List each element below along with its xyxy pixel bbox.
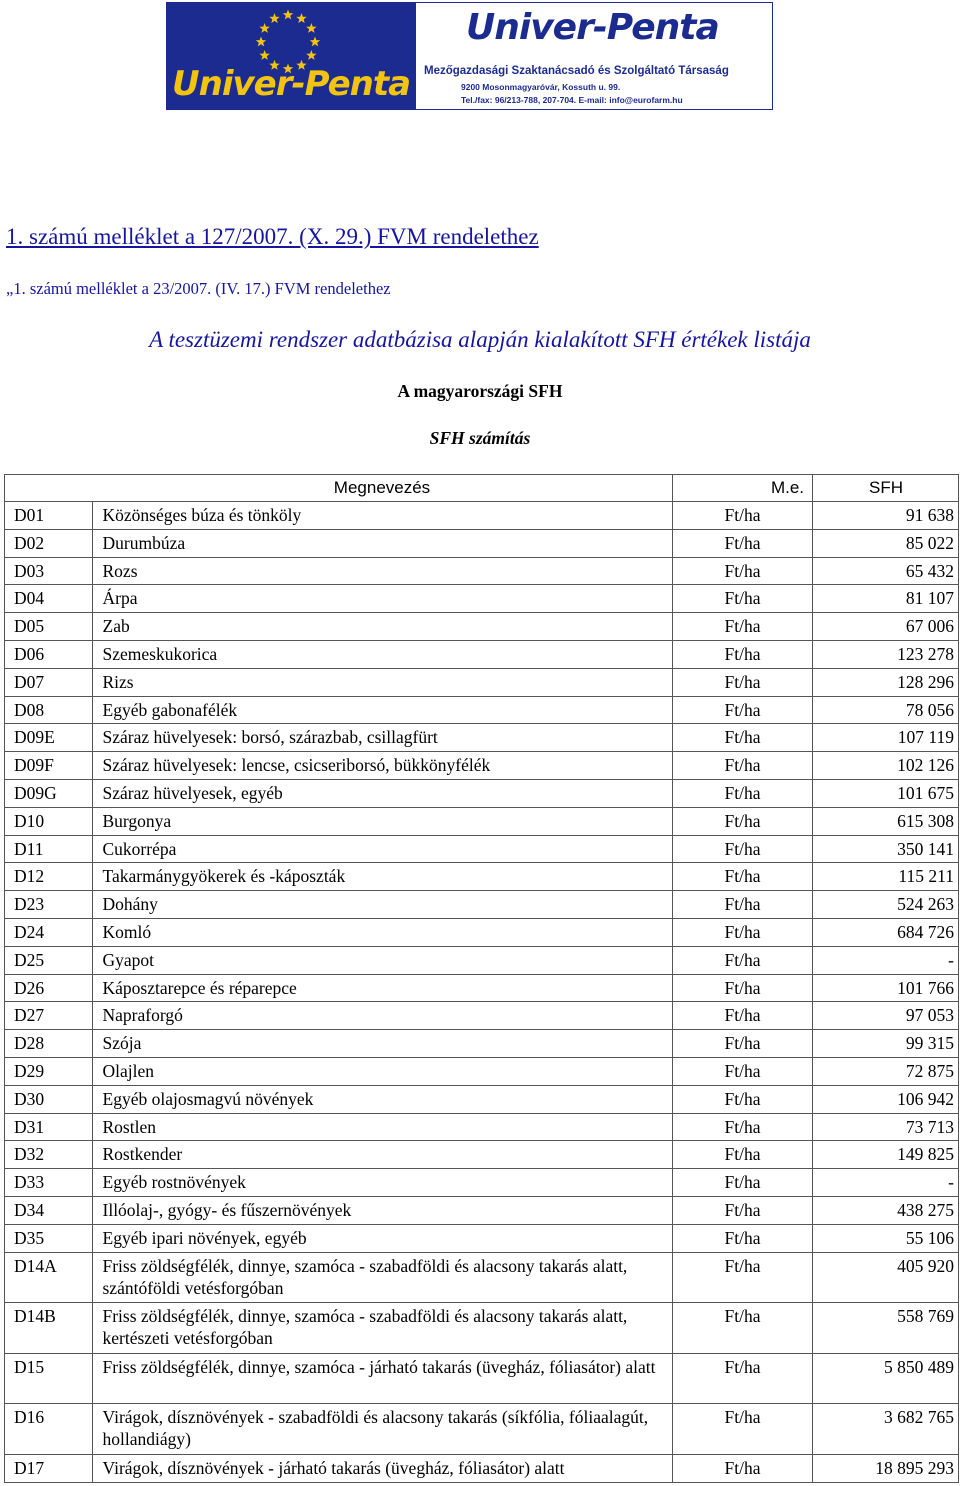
row-name: Friss zöldségfélék, dinnye, szamóca - szabadföldi és alacsony takarás alatt, kertészeti vetésforgóban	[92, 1303, 673, 1354]
row-sfh: 85 022	[813, 529, 959, 557]
row-code: D12	[5, 863, 93, 891]
row-code: D17	[5, 1454, 93, 1482]
table-row	[5, 668, 959, 696]
row-sfh: 55 106	[813, 1224, 959, 1252]
star-icon	[269, 13, 279, 23]
row-unit: Ft/ha	[673, 668, 813, 696]
row-unit: Ft/ha	[673, 1141, 813, 1169]
row-unit: Ft/ha	[673, 752, 813, 780]
row-name: Komló	[92, 918, 673, 946]
company-logo	[166, 2, 773, 110]
row-name: Szemeskukorica	[92, 640, 673, 668]
header-name: Megnevezés	[92, 475, 673, 502]
row-code: D26	[5, 974, 93, 1002]
row-unit: Ft/ha	[673, 974, 813, 1002]
row-code: D14B	[5, 1303, 93, 1354]
row-name: Zab	[92, 613, 673, 641]
row-code: D16	[5, 1404, 93, 1455]
row-unit: Ft/ha	[673, 1252, 813, 1303]
row-code: D32	[5, 1141, 93, 1169]
row-code: D31	[5, 1113, 93, 1141]
row-name: Cukorrépa	[92, 835, 673, 863]
row-name: Friss zöldségfélék, dinnye, szamóca - járható takarás (üvegház, fóliasátor) alatt	[92, 1353, 673, 1404]
logo-right-panel	[416, 2, 773, 110]
star-icon	[259, 23, 269, 33]
logo-left-panel	[166, 2, 416, 110]
row-name: Száraz hüvelyesek: borsó, szárazbab, csillagfürt	[92, 724, 673, 752]
header-sfh: SFH	[813, 475, 959, 502]
table-row	[5, 946, 959, 974]
section-title: A magyarországi SFH	[397, 381, 563, 401]
row-code: D07	[5, 668, 93, 696]
row-sfh: 405 920	[813, 1252, 959, 1303]
logo-left-text: Univer-Penta	[172, 64, 411, 104]
row-code: D25	[5, 946, 93, 974]
row-unit: Ft/ha	[673, 502, 813, 530]
table-row	[5, 891, 959, 919]
row-unit: Ft/ha	[673, 585, 813, 613]
row-sfh: 72 875	[813, 1057, 959, 1085]
table-row	[5, 557, 959, 585]
table-row	[5, 1196, 959, 1224]
row-code: D09E	[5, 724, 93, 752]
row-code: D03	[5, 557, 93, 585]
row-code: D04	[5, 585, 93, 613]
row-name: Friss zöldségfélék, dinnye, szamóca - szabadföldi és alacsony takarás alatt, szántóföldi vetésforgóban	[92, 1252, 673, 1303]
star-icon	[310, 37, 320, 47]
row-sfh: 128 296	[813, 668, 959, 696]
annex-subheading: „1. számú melléklet a 23/2007. (IV. 17.) FVM rendelethez	[6, 279, 391, 298]
row-unit: Ft/ha	[673, 529, 813, 557]
row-code: D06	[5, 640, 93, 668]
row-name: Virágok, dísznövények - szabadföldi és alacsony takarás (síkfólia, fóliaalagút, hollandiágy)	[92, 1404, 673, 1455]
row-code: D27	[5, 1002, 93, 1030]
row-code: D30	[5, 1085, 93, 1113]
row-name: Egyéb gabonafélék	[92, 696, 673, 724]
table-row	[5, 752, 959, 780]
table-row	[5, 974, 959, 1002]
row-unit: Ft/ha	[673, 1030, 813, 1058]
row-name: Egyéb ipari növények, egyéb	[92, 1224, 673, 1252]
table-row	[5, 640, 959, 668]
table-row	[5, 1085, 959, 1113]
row-sfh: 123 278	[813, 640, 959, 668]
table-row	[5, 1030, 959, 1058]
header-unit: M.e.	[673, 475, 813, 502]
row-unit: Ft/ha	[673, 835, 813, 863]
table-row	[5, 1224, 959, 1252]
row-sfh: 149 825	[813, 1141, 959, 1169]
row-unit: Ft/ha	[673, 1404, 813, 1455]
row-sfh: 78 056	[813, 696, 959, 724]
row-sfh: 101 766	[813, 974, 959, 1002]
table-row	[5, 1454, 959, 1482]
row-unit: Ft/ha	[673, 557, 813, 585]
table-row	[5, 779, 959, 807]
row-name: Virágok, dísznövények - járható takarás (üvegház, fóliasátor) alatt	[92, 1454, 673, 1482]
row-code: D29	[5, 1057, 93, 1085]
row-name: Szója	[92, 1030, 673, 1058]
row-name: Durumbúza	[92, 529, 673, 557]
row-unit: Ft/ha	[673, 696, 813, 724]
row-sfh: 438 275	[813, 1196, 959, 1224]
row-sfh: 101 675	[813, 779, 959, 807]
table-row	[5, 502, 959, 530]
row-code: D05	[5, 613, 93, 641]
logo-title: Univer-Penta	[466, 7, 719, 48]
row-code: D35	[5, 1224, 93, 1252]
row-sfh: 99 315	[813, 1030, 959, 1058]
row-unit: Ft/ha	[673, 724, 813, 752]
row-sfh: 73 713	[813, 1113, 959, 1141]
row-code: D33	[5, 1169, 93, 1197]
row-sfh: 65 432	[813, 557, 959, 585]
row-sfh: 684 726	[813, 918, 959, 946]
row-unit: Ft/ha	[673, 891, 813, 919]
row-name: Száraz hüvelyesek, egyéb	[92, 779, 673, 807]
row-sfh: 97 053	[813, 1002, 959, 1030]
table-row	[5, 696, 959, 724]
table-row	[5, 1252, 959, 1303]
row-unit: Ft/ha	[673, 613, 813, 641]
row-sfh: 350 141	[813, 835, 959, 863]
star-icon	[256, 37, 266, 47]
row-unit: Ft/ha	[673, 1224, 813, 1252]
row-name: Egyéb rostnövények	[92, 1169, 673, 1197]
star-icon	[296, 13, 306, 23]
table-row	[5, 529, 959, 557]
row-name: Rizs	[92, 668, 673, 696]
row-sfh: 5 850 489	[813, 1353, 959, 1404]
annex-heading: 1. számú melléklet a 127/2007. (X. 29.) FVM rendelethez	[6, 224, 539, 249]
star-icon	[259, 50, 269, 60]
row-code: D28	[5, 1030, 93, 1058]
table-row	[5, 863, 959, 891]
table-row	[5, 918, 959, 946]
table-row	[5, 1404, 959, 1455]
row-code: D11	[5, 835, 93, 863]
row-code: D09G	[5, 779, 93, 807]
table-row	[5, 1002, 959, 1030]
row-unit: Ft/ha	[673, 863, 813, 891]
row-name: Takarmánygyökerek és -káposzták	[92, 863, 673, 891]
table-row	[5, 1057, 959, 1085]
table-row	[5, 1303, 959, 1354]
logo-subtitle: Mezőgazdasági Szaktanácsadó és Szolgáltató Társaság	[424, 65, 729, 77]
table-row	[5, 835, 959, 863]
row-sfh: 81 107	[813, 585, 959, 613]
row-code: D08	[5, 696, 93, 724]
row-sfh: 102 126	[813, 752, 959, 780]
table-row	[5, 1353, 959, 1404]
table-row	[5, 724, 959, 752]
row-code: D24	[5, 918, 93, 946]
row-name: Dohány	[92, 891, 673, 919]
row-name: Napraforgó	[92, 1002, 673, 1030]
row-name: Egyéb olajosmagvú növények	[92, 1085, 673, 1113]
row-sfh: 3 682 765	[813, 1404, 959, 1455]
table-row	[5, 807, 959, 835]
logo-contact: Tel./fax: 96/213-788, 207-704. E-mail: info@eurofarm.hu	[461, 95, 683, 105]
row-sfh: -	[813, 946, 959, 974]
row-name: Burgonya	[92, 807, 673, 835]
row-sfh: 115 211	[813, 863, 959, 891]
row-code: D14A	[5, 1252, 93, 1303]
row-unit: Ft/ha	[673, 1113, 813, 1141]
row-unit: Ft/ha	[673, 1002, 813, 1030]
row-code: D34	[5, 1196, 93, 1224]
table-header-row	[5, 475, 959, 502]
table-row	[5, 585, 959, 613]
row-sfh: 524 263	[813, 891, 959, 919]
row-unit: Ft/ha	[673, 640, 813, 668]
row-unit: Ft/ha	[673, 918, 813, 946]
table-row	[5, 1113, 959, 1141]
row-name: Rostkender	[92, 1141, 673, 1169]
logo-address: 9200 Mosonmagyaróvár, Kossuth u. 99.	[461, 82, 621, 92]
row-name: Káposztarepce és réparepce	[92, 974, 673, 1002]
row-unit: Ft/ha	[673, 1196, 813, 1224]
document-title: A tesztüzemi rendszer adatbázisa alapján kialakított SFH értékek listája	[149, 327, 811, 352]
row-sfh: 67 006	[813, 613, 959, 641]
row-unit: Ft/ha	[673, 1454, 813, 1482]
row-unit: Ft/ha	[673, 1057, 813, 1085]
row-unit: Ft/ha	[673, 779, 813, 807]
row-sfh: 558 769	[813, 1303, 959, 1354]
row-name: Illóolaj-, gyógy- és fűszernövények	[92, 1196, 673, 1224]
row-sfh: 107 119	[813, 724, 959, 752]
row-unit: Ft/ha	[673, 1085, 813, 1113]
row-code: D09F	[5, 752, 93, 780]
star-icon	[283, 10, 293, 20]
row-sfh: 106 942	[813, 1085, 959, 1113]
star-icon	[306, 50, 316, 60]
row-name: Rostlen	[92, 1113, 673, 1141]
row-name: Közönséges búza és tönköly	[92, 502, 673, 530]
row-sfh: 91 638	[813, 502, 959, 530]
table-row	[5, 1141, 959, 1169]
row-code: D01	[5, 502, 93, 530]
row-name: Rozs	[92, 557, 673, 585]
row-sfh: 18 895 293	[813, 1454, 959, 1482]
header-code	[5, 475, 93, 502]
section-subtitle: SFH számítás	[429, 428, 531, 448]
row-unit: Ft/ha	[673, 807, 813, 835]
star-icon	[306, 23, 316, 33]
table-row	[5, 1169, 959, 1197]
row-unit: Ft/ha	[673, 1169, 813, 1197]
table-row	[5, 613, 959, 641]
sfh-table	[4, 474, 959, 1483]
row-name: Száraz hüvelyesek: lencse, csicseriborsó, bükkönyfélék	[92, 752, 673, 780]
row-unit: Ft/ha	[673, 946, 813, 974]
row-name: Árpa	[92, 585, 673, 613]
row-name: Gyapot	[92, 946, 673, 974]
row-code: D10	[5, 807, 93, 835]
row-sfh: -	[813, 1169, 959, 1197]
row-unit: Ft/ha	[673, 1353, 813, 1404]
row-sfh: 615 308	[813, 807, 959, 835]
row-code: D23	[5, 891, 93, 919]
row-code: D02	[5, 529, 93, 557]
row-code: D15	[5, 1353, 93, 1404]
row-name: Olajlen	[92, 1057, 673, 1085]
row-unit: Ft/ha	[673, 1303, 813, 1354]
